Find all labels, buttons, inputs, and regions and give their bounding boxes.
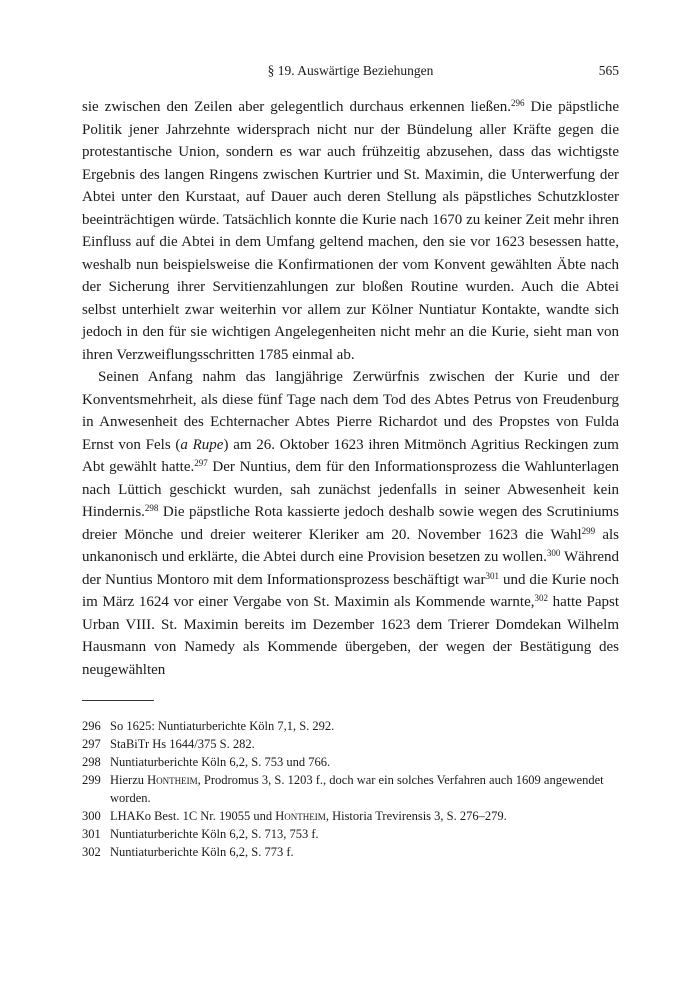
footnote-divider xyxy=(82,700,154,701)
text-run: Die päpstliche Rota kassierte jedoch deshalb sowie wegen des Scrutiniums dreier Mönche und dreier weiterer Kleriker am 20. November 1623 die Wahl xyxy=(82,504,619,543)
footnote-ref-298[interactable]: 298 xyxy=(144,503,159,513)
text-run: hatte Papst Urban VIII. St. Maximin bereits im Dezember 1623 dem Trierer Domdekan Wilhelm Hausmann von Namedy als Kommende übergeben, der wegen der Bestätigung des neugewählten xyxy=(82,594,620,678)
footnote-297 xyxy=(82,735,619,753)
footnote-ref-297[interactable]: 297 xyxy=(194,458,208,468)
page-number: 565 xyxy=(598,63,619,78)
text-run: , Prodromus 3, S. 1203 f., doch war ein solches Verfahren auch 1609 angewendet worden. xyxy=(110,773,604,805)
running-title: § 19. Auswärtige Beziehungen xyxy=(267,63,434,78)
paragraph-2 xyxy=(82,366,619,681)
footnote-text: StaBiTr Hs 1644/375 S. 282. xyxy=(110,737,255,751)
footnote-ref-299[interactable]: 299 xyxy=(581,525,596,536)
author-name: Hontheim xyxy=(147,773,198,787)
text-run: und die Kurie noch im März 1624 vor einer Vergabe von St. Maximin als Kommende warnte, xyxy=(82,571,619,610)
footnote-298 xyxy=(82,753,619,771)
text-run: Hierzu xyxy=(110,773,148,787)
text-run: Während der Nuntius Montoro mit dem Informationsprozess beschäftigt war xyxy=(82,549,619,588)
footnote-text: So 1625: Nuntiaturberichte Köln 7,1, S. 292. xyxy=(110,719,335,733)
footnote-number: 296 xyxy=(82,719,101,733)
footnote-ref-296[interactable]: 296 xyxy=(511,98,525,108)
text-run: Seinen Anfang nahm das langjährige Zerwürfnis zwischen der Kurie und der Konventsmehrheit, als diese fünf Tage nach dem Tod des Abtes Petrus von Freudenburg in Anwesenheit des Echternacher Abtes Pierre Richardot und des Propstes von Fulda Ernst von Fels ( xyxy=(82,369,619,453)
footnote-text xyxy=(110,807,619,825)
body-text xyxy=(82,96,619,681)
text-run: , Historia Trevirensis 3, S. 276–279. xyxy=(325,809,507,823)
text-run: LHAKo Best. 1C Nr. 19055 und xyxy=(110,809,276,823)
footnotes xyxy=(82,717,619,861)
footnote-number: 301 xyxy=(82,827,101,841)
footnote-text: Nuntiaturberichte Köln 6,2, S. 773 f. xyxy=(110,845,294,859)
footnote-number: 302 xyxy=(82,845,101,859)
footnote-number: 298 xyxy=(82,755,101,769)
footnote-ref-300[interactable]: 300 xyxy=(546,548,561,558)
footnote-ref-302[interactable]: 302 xyxy=(534,593,548,603)
footnote-296 xyxy=(82,717,619,735)
footnote-ref-301[interactable]: 301 xyxy=(485,570,499,581)
text-run: als unkanonisch und erklärte, die Abtei durch eine Provision besetzen zu wollen. xyxy=(82,526,619,565)
footnote-text: Nuntiaturberichte Köln 6,2, S. 713, 753 f. xyxy=(110,827,319,841)
text-run: sie zwischen den Zeilen aber gelegentlich durchaus erkennen ließen. xyxy=(82,99,512,115)
footnote-number: 299 xyxy=(82,773,101,787)
footnote-302 xyxy=(82,843,619,861)
italic-term: a Rupe xyxy=(180,436,224,453)
footnote-number: 300 xyxy=(82,809,101,823)
footnote-301 xyxy=(82,825,619,843)
footnote-number: 297 xyxy=(82,737,101,751)
footnote-300 xyxy=(82,807,619,825)
text-run: ) am 26. Oktober 1623 ihren Mitmönch Agritius Reckingen zum Abt gewählt hatte. xyxy=(82,436,619,475)
paragraph-1 xyxy=(82,96,619,366)
text-run: Der Nuntius, dem für den Informationsprozess die Wahlunterlagen nach Lüttich geschickt wurden, sah zunächst jedenfalls in seiner Abwesenheit kein Hindernis. xyxy=(82,459,619,520)
text-run: Die päpstliche Politik jener Jahrzehnte widersprach nicht nur der Bündelung aller Kräfte gegen die protestantische Union, sondern es war auch frühzeitig abzusehen, dass das wichtigste Ergebnis des langen Ringens zwischen Kurtrier und St. Maximin, die Unterwerfung der Abtei unter den Kurstaat, auf Dauer auch deren Stellung als päpstliches Schutzkloster beeinträchtigen würde. Tatsächlich konnte die Kurie nach 1670 zu keiner Zeit mehr ihren Einfluss auf die Abtei in dem Umfang geltend machen, den sie vor 1623 besessen hatte, weshalb nun beispielsweise die Konfirmationen der vom Konvent gewählten Äbte nach der Sicherung ihrer Servitienzahlungen zur bloßen Routine wurden. Auch die Abtei selbst unterhielt zwar weiterhin vor allem zur Kölner Nuntiatur Kontakte, wandte sich jedoch in den für sie wichtigen Angelegenheiten nicht mehr an die Kurie, sieht man von ihren Verzweiflungsschritten 1785 einmal ab. xyxy=(82,99,619,363)
footnote-299 xyxy=(82,771,619,807)
footnote-text xyxy=(110,771,619,807)
author-name: Hontheim xyxy=(275,809,326,823)
footnote-text: Nuntiaturberichte Köln 6,2, S. 753 und 766. xyxy=(110,755,331,769)
